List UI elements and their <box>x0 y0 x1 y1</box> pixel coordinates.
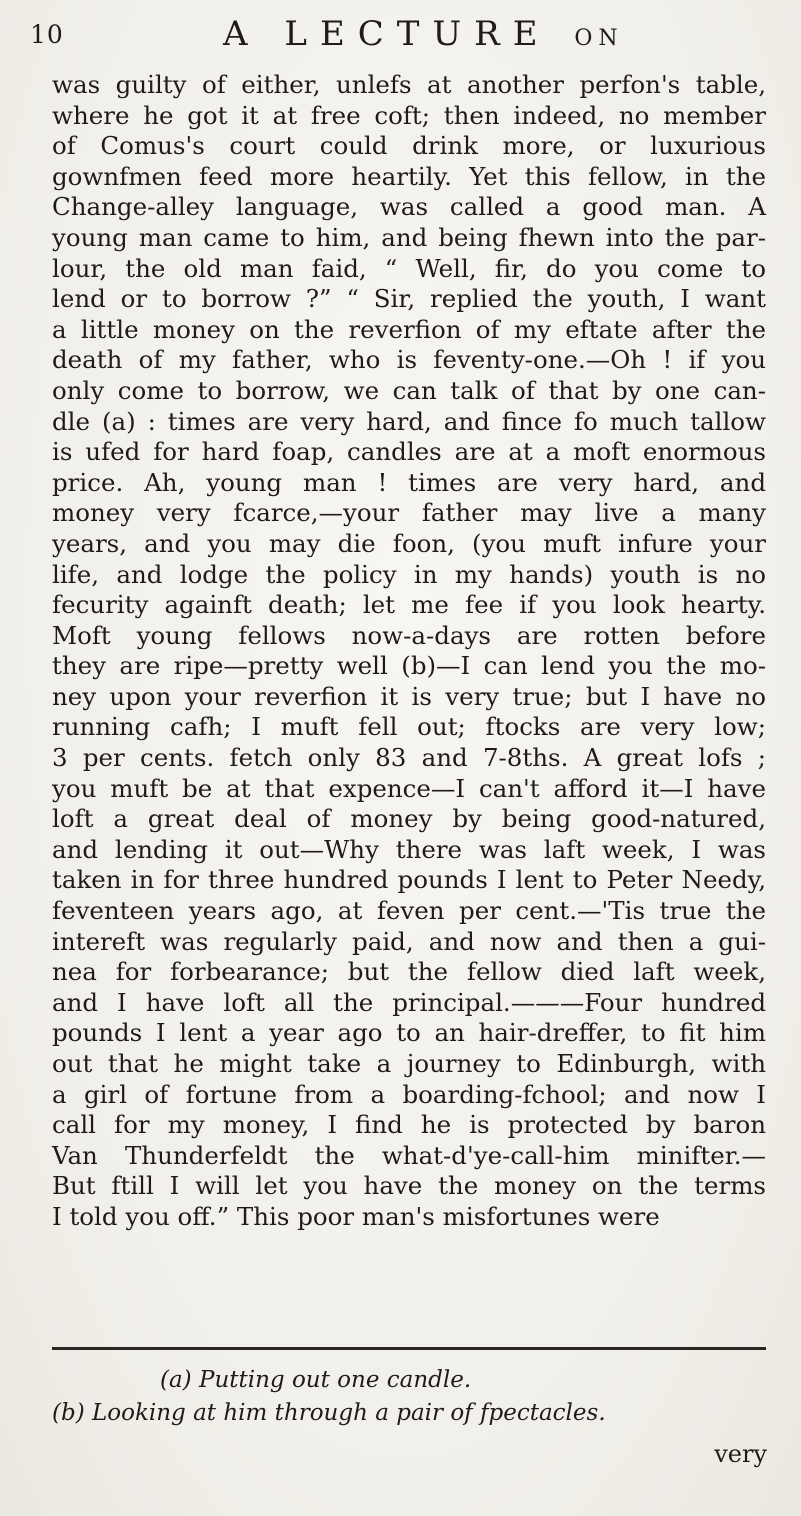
text-line: loft a great deal of money by being good-natured, <box>52 804 766 834</box>
text-line: you muft be at that expence—I can't afford it—I have <box>52 773 766 803</box>
text-line: I told you off.” This poor man's misfortunes were <box>52 1201 660 1231</box>
text-line: taken in for three hundred pounds I lent to Peter Needy, <box>52 865 766 895</box>
text-line: young man came to him, and being fhewn into the par- <box>52 222 766 252</box>
running-head-small: ON <box>574 26 624 51</box>
text-line: life, and lodge the policy in my hands) youth is no <box>52 559 766 589</box>
text-line: lour, the old man faid, “ Well, fir, do you come to <box>52 253 766 283</box>
text-line: Moft young fellows now-a-days are rotten before <box>52 620 766 650</box>
footnote-a: (a) Putting out one candle. <box>160 1367 472 1393</box>
text-line: running cafh; I muft fell out; ftocks are very low; <box>52 712 766 742</box>
text-line: feventeen years ago, at feven per cent.—'Tis true the <box>52 896 766 926</box>
page-header <box>30 14 770 64</box>
text-line: was guilty of either, unlefs at another perfon's table, <box>52 70 766 99</box>
text-line: price. Ah, young man ! times are very hard, and <box>52 467 766 497</box>
text-line: But ftill I will let you have the money on the terms <box>52 1171 766 1201</box>
text-line: only come to borrow, we can talk of that by one can- <box>52 375 766 405</box>
footnotes <box>52 1364 766 1430</box>
catchword: very <box>714 1440 767 1468</box>
text-line: Change-alley language, was called a good man. A <box>52 192 766 222</box>
text-line: money very fcarce,—your father may live a many <box>52 498 766 528</box>
text-line: lend or to borrow ?” “ Sir, replied the youth, I want <box>52 284 766 314</box>
text-line: pounds I lent a year ago to an hair-dreffer, to fit him <box>52 1018 766 1048</box>
text-line: and lending it out—Why there was laft week, I was <box>52 834 766 864</box>
text-line: death of my father, who is feventy-one.—Oh ! if you <box>52 345 766 375</box>
text-line: a girl of fortune from a boarding-fchool; and now I <box>52 1079 766 1109</box>
text-line: is ufed for hard foap, candles are at a moft enormous <box>52 437 766 467</box>
text-line: years, and you may die foon, (you muft infure your <box>52 528 766 558</box>
text-line: of Comus's court could drink more, or luxurious <box>52 131 766 161</box>
text-line: out that he might take a journey to Edinburgh, with <box>52 1049 766 1078</box>
running-head-title: A LECTURE <box>223 14 551 54</box>
text-line: call for my money, I find he is protected by baron <box>52 1110 766 1140</box>
text-line: fecurity againft death; let me fee if you look hearty. <box>52 590 766 620</box>
text-line: 3 per cents. fetch only 83 and 7-8ths. A great lofs ; <box>52 743 766 773</box>
page-number: 10 <box>30 20 64 49</box>
text-line: dle (a) : times are very hard, and fince fo much tallow <box>52 406 766 436</box>
text-line: they are ripe—pretty well (b)—I can lend you the mo- <box>52 651 766 681</box>
running-head <box>223 14 624 54</box>
text-line: and I have loft all the principal.———Four hundred <box>52 987 766 1017</box>
text-line: a little money on the reverfion of my eftate after the <box>52 314 766 344</box>
text-line: where he got it at free coft; then indeed, no member <box>52 100 766 130</box>
text-line: Van Thunderfeldt the what-d'ye-call-him minifter.— <box>52 1140 766 1170</box>
body-text <box>52 70 766 1233</box>
footnote-rule <box>52 1347 766 1350</box>
text-line: intereft was regularly paid, and now and then a gui- <box>52 926 766 956</box>
text-line: gownfmen feed more heartily. Yet this fellow, in the <box>52 161 766 191</box>
text-line: nea for forbearance; but the fellow died laft week, <box>52 957 766 987</box>
text-line: ney upon your reverfion it is very true; but I have no <box>52 681 766 711</box>
footnote-b: (b) Looking at him through a pair of fpectacles. <box>52 1400 606 1426</box>
